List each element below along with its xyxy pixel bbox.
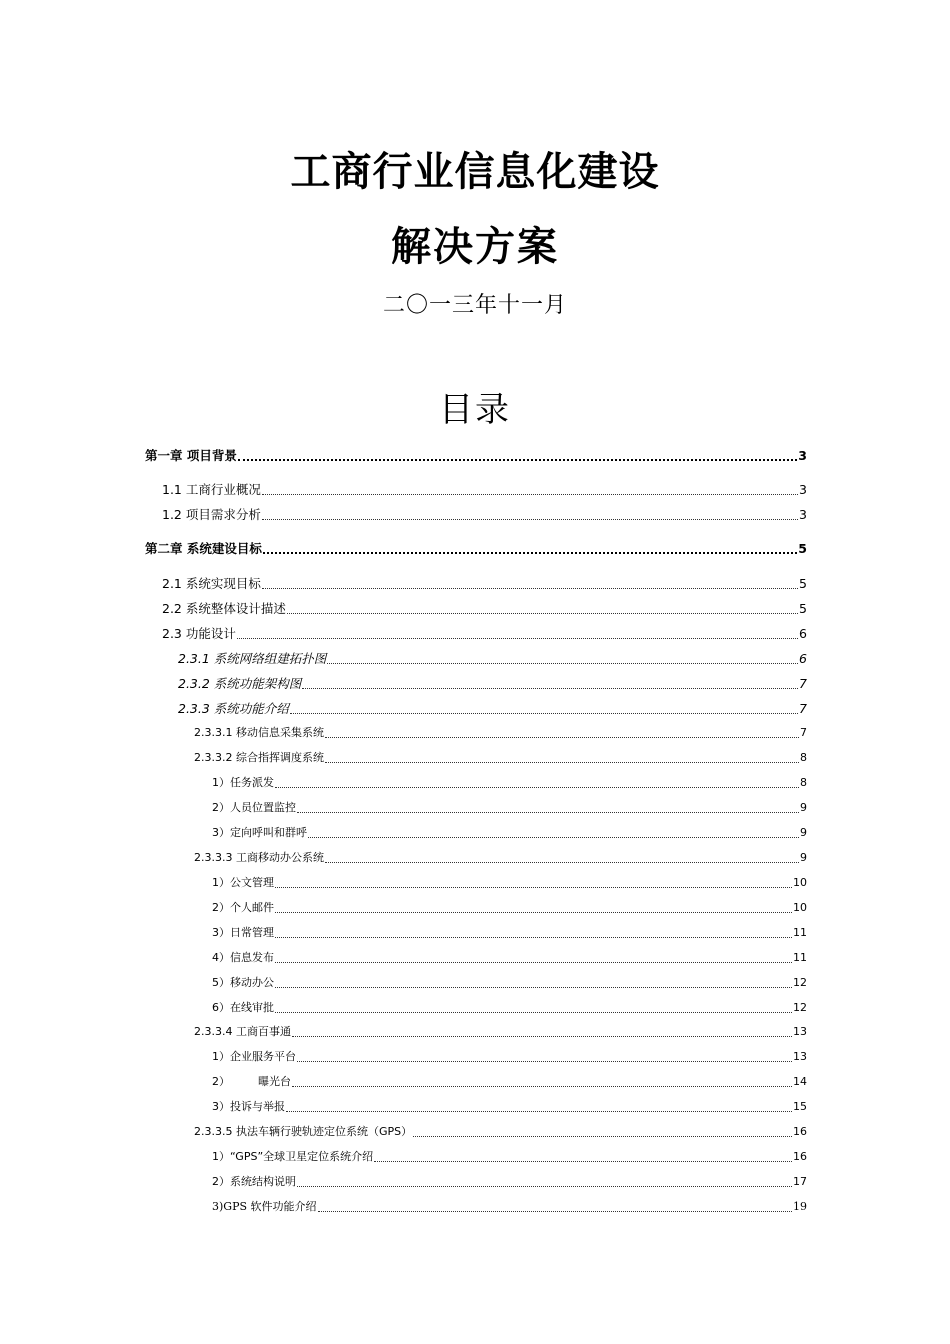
toc-entry-location-monitor[interactable]: [212, 798, 807, 816]
toc-leader-dots: [287, 612, 798, 614]
toc-entry-page: 3: [798, 448, 807, 463]
toc-entry-page: 13: [793, 1025, 807, 1038]
toc-leader-dots: [275, 961, 792, 963]
toc-leader-dots: [308, 836, 799, 838]
toc-entry-label: 1.2 项目需求分析: [162, 507, 261, 522]
toc-entry-label: 2）人员位置监控: [212, 801, 296, 814]
toc-entry-page: 8: [800, 776, 807, 789]
toc-entry-page: 12: [793, 976, 807, 989]
toc-entry-2-3-3-2[interactable]: [194, 748, 807, 766]
toc-entry-page: 5: [799, 601, 807, 616]
toc-entry-2-1[interactable]: [162, 574, 807, 592]
toc-entry-label: 2.3 功能设计: [162, 626, 236, 641]
toc-entry-label: 4）信息发布: [212, 951, 274, 964]
toc-entry-complaint-report[interactable]: [212, 1097, 807, 1115]
toc-entry-page: 10: [793, 876, 807, 889]
toc-entry-daily-management[interactable]: [212, 923, 807, 941]
toc-entry-2-3-3-3[interactable]: [194, 848, 807, 866]
toc-entry-label: 2.3.3 系统功能介绍: [178, 701, 289, 716]
toc-leader-dots: [302, 687, 798, 689]
toc-leader-dots: [262, 587, 798, 589]
toc-leader-dots: [292, 1035, 792, 1037]
toc-entry-label: 1.1 工商行业概况: [162, 482, 261, 497]
toc-entry-label: 2.3.3.3 工商移动办公系统: [194, 851, 324, 864]
toc-entry-label: 2.3.3.1 移动信息采集系统: [194, 726, 324, 739]
toc-entry-label: 2.3.3.4 工商百事通: [194, 1025, 291, 1038]
toc-entry-label: 3)GPS 软件功能介绍: [212, 1200, 317, 1213]
toc-entry-2-3-2[interactable]: [178, 674, 807, 692]
toc-entry-page: 5: [799, 576, 807, 591]
toc-entry-chapter-1[interactable]: [145, 446, 807, 464]
toc-entry-page: 10: [793, 901, 807, 914]
toc-leader-dots: [262, 518, 798, 520]
toc-heading: 目录: [439, 390, 511, 430]
toc-leader-dots: [297, 811, 799, 813]
toc-entry-page: 16: [793, 1125, 807, 1138]
toc-leader-dots: [238, 458, 797, 461]
toc-entry-document-management[interactable]: [212, 873, 807, 891]
toc-entry-label: 3）投诉与举报: [212, 1100, 285, 1113]
toc-leader-dots: [413, 1135, 792, 1137]
toc-leader-dots: [297, 1185, 792, 1187]
toc-entry-page: 7: [799, 701, 807, 716]
toc-leader-dots: [275, 986, 792, 988]
toc-leader-dots: [318, 1210, 792, 1212]
toc-entry-page: 8: [800, 751, 807, 764]
toc-entry-label: 1）公文管理: [212, 876, 274, 889]
toc-leader-dots: [275, 911, 792, 913]
toc-entry-label: 1）企业服务平台: [212, 1050, 296, 1063]
toc-entry-page: 9: [800, 801, 807, 814]
toc-leader-dots: [325, 761, 799, 763]
toc-entry-page: 11: [793, 951, 807, 964]
toc-entry-gps-intro[interactable]: [212, 1147, 807, 1165]
toc-leader-dots: [286, 1110, 792, 1112]
toc-leader-dots: [275, 936, 792, 938]
document-title-line2: 解决方案: [391, 224, 559, 270]
toc-leader-dots: [327, 662, 798, 664]
toc-entry-gps-software[interactable]: [212, 1197, 807, 1215]
toc-leader-dots: [237, 637, 798, 639]
toc-entry-task-dispatch[interactable]: [212, 773, 807, 791]
toc-entry-label: 2.3.2 系统功能架构图: [178, 676, 302, 691]
toc-entry-exposure-platform[interactable]: [212, 1072, 807, 1090]
toc-entry-page: 9: [800, 826, 807, 839]
toc-entry-label: 第二章 系统建设目标: [145, 541, 262, 556]
toc-leader-dots: [263, 551, 797, 554]
toc-leader-dots: [374, 1160, 792, 1162]
toc-leader-dots: [275, 886, 792, 888]
document-title-line1: 工商行业信息化建设: [290, 149, 660, 195]
toc-leader-dots: [325, 736, 799, 738]
toc-entry-2-3-3-5[interactable]: [194, 1122, 807, 1140]
toc-entry-page: 3: [799, 507, 807, 522]
toc-entry-2-3-3-1[interactable]: [194, 723, 807, 741]
toc-entry-online-approval[interactable]: [212, 998, 807, 1016]
toc-entry-label: 1）“GPS”全球卫星定位系统介绍: [212, 1150, 374, 1163]
toc-entry-page: 12: [793, 1001, 807, 1014]
toc-entry-info-publish[interactable]: [212, 948, 807, 966]
toc-leader-dots: [275, 1011, 792, 1013]
toc-entry-page: 5: [798, 541, 807, 556]
toc-entry-page: 17: [793, 1175, 807, 1188]
toc-entry-page: 16: [793, 1150, 807, 1163]
toc-leader-dots: [290, 712, 798, 714]
toc-entry-label: 2.1 系统实现目标: [162, 576, 261, 591]
toc-entry-label: 6）在线审批: [212, 1001, 274, 1014]
toc-entry-page: 14: [793, 1075, 807, 1088]
toc-entry-page: 6: [799, 626, 807, 641]
toc-entry-label: 2）个人邮件: [212, 901, 274, 914]
toc-entry-2-3-3-4[interactable]: [194, 1022, 807, 1040]
toc-entry-page: 19: [793, 1200, 807, 1213]
toc-entry-label: 2）系统结构说明: [212, 1175, 296, 1188]
toc-entry-1-2[interactable]: [162, 505, 807, 523]
toc-leader-dots: [325, 861, 799, 863]
toc-leader-dots: [262, 493, 798, 495]
toc-entry-label: 5）移动办公: [212, 976, 274, 989]
toc-entry-page: 6: [799, 651, 807, 666]
toc-leader-dots: [297, 1060, 792, 1062]
toc-entry-2-3-1[interactable]: [178, 649, 807, 667]
toc-entry-page: 13: [793, 1050, 807, 1063]
toc-entry-page: 3: [799, 482, 807, 497]
toc-entry-system-structure[interactable]: [212, 1172, 807, 1190]
toc-entry-2-3[interactable]: [162, 624, 807, 642]
toc-leader-dots: [292, 1085, 792, 1087]
toc-entry-label: 2.3.1 系统网络组建拓扑图: [178, 651, 327, 666]
toc-entry-1-1[interactable]: [162, 480, 807, 498]
toc-entry-label: 3）定向呼叫和群呼: [212, 826, 307, 839]
toc-entry-label: 2） 曝光台: [212, 1075, 291, 1088]
toc-entry-label: 1）任务派发: [212, 776, 274, 789]
toc-entry-page: 9: [800, 851, 807, 864]
toc-entry-mobile-office[interactable]: [212, 973, 807, 991]
toc-entry-chapter-2[interactable]: [145, 539, 807, 557]
toc-entry-page: 7: [800, 726, 807, 739]
toc-entry-page: 15: [793, 1100, 807, 1113]
toc-entry-label: 3）日常管理: [212, 926, 274, 939]
toc-entry-page: 11: [793, 926, 807, 939]
toc-entry-directed-call[interactable]: [212, 823, 807, 841]
toc-entry-enterprise-service[interactable]: [212, 1047, 807, 1065]
document-date: 二〇一三年十一月: [382, 293, 567, 318]
toc-entry-label: 2.3.3.2 综合指挥调度系统: [194, 751, 324, 764]
toc-entry-label: 2.3.3.5 执法车辆行驶轨迹定位系统（GPS）: [194, 1125, 413, 1138]
toc-entry-label: 第一章 项目背景: [145, 448, 237, 463]
toc-entry-label: 2.2 系统整体设计描述: [162, 601, 286, 616]
toc-entry-2-2[interactable]: [162, 599, 807, 617]
toc-entry-page: 7: [799, 676, 807, 691]
toc-leader-dots: [275, 786, 799, 788]
toc-entry-2-3-3[interactable]: [178, 699, 807, 717]
toc-entry-personal-mail[interactable]: [212, 898, 807, 916]
